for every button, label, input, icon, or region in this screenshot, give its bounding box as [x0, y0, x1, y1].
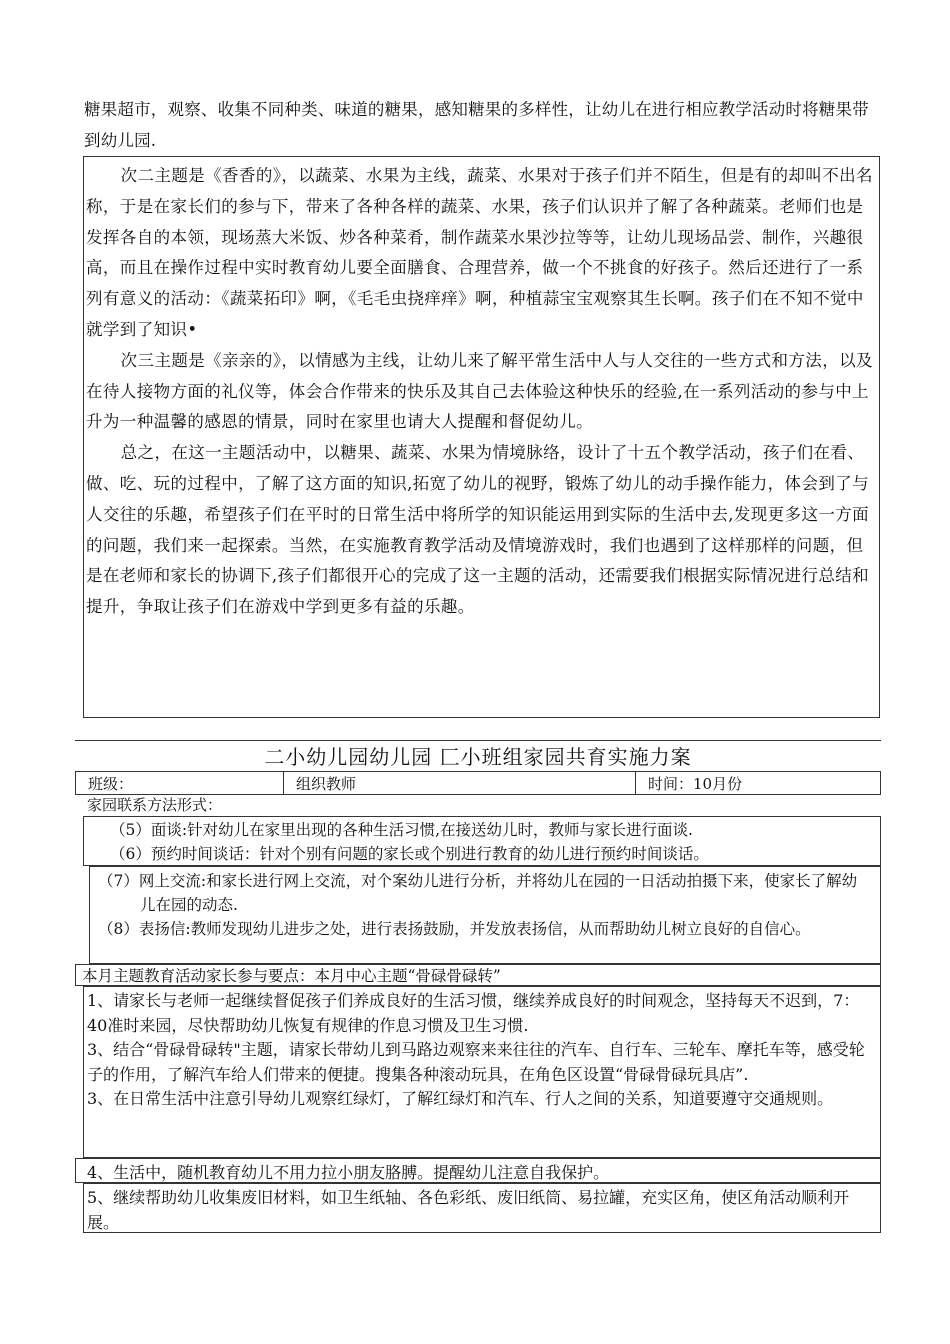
intro-text: 糖果超市，观察、收集不同种类、味道的糖果，感知糖果的多样性，让幼儿在进行相应教学活动时将糖果带到幼儿园. — [84, 100, 869, 150]
theme-heading: 本月主题教育活动家长参与要点：本月中心主题“骨碌骨碌转” — [75, 964, 881, 986]
essay-paragraph-theme-three: 次三主题是《亲亲的》，以情感为主线，让幼儿来了解平常生活中人与人交往的一些方式和方法，以及在待人接物方面的礼仪等，体会合作带来的快乐及其自己去体验这种快乐的经验,在一系列活动的参与中上升为一种温馨的感恩的情景，同时在家里也请大人提醒和督促幼儿。 — [86, 350, 873, 432]
requirements-box — [83, 986, 881, 1158]
contact-item-interview: （5）面谈:针对幼儿在家里出现的各种生活习惯,在接送幼儿时，教师与家长进行面谈. — [110, 821, 693, 839]
essay-paragraph-conclusion: 总之，在这一主题活动中，以糖果、蔬菜、水果为情境脉络，设计了十五个教学活动，孩子们在看、做、吃、玩的过程中，了解了这方面的知识,拓宽了幼儿的视野，锻炼了幼儿的动手操作能力，体会到了与人交往的乐趣，希望孩子们在平时的日常生活中将所学的知识能运用到实际的生活中去,发现更多这一方面的问题，我们来一起探索。当然，在实施教育教学活动及情境游戏时，我们也遇到了这样那样的问题，但是在老师和家长的协调下,孩子们都很开心的完成了这一主题的活动，还需要我们根据实际情况进行总结和提升，争取让孩子们在游戏中学到更多有益的乐趣。 — [86, 443, 870, 617]
contact-methods-label: 家园联系方法形式： — [87, 796, 223, 814]
requirement-5: 5、继续帮助幼儿收集废旧材料，如卫生纸轴、各色彩纸、废旧纸筒、易拉罐，充实区角，使区角活动顺利开展。 — [87, 1188, 850, 1232]
requirement-4-box — [75, 1158, 881, 1183]
plan-title: 二小幼儿园幼儿园 匚小班组家园共育实施力案 — [75, 740, 881, 771]
summary-essay-box — [83, 156, 880, 718]
contact-methods-box-a — [83, 816, 881, 866]
teacher-cell: 组织教师 — [284, 772, 636, 794]
intro-paragraph — [84, 94, 884, 156]
class-cell: 班级： — [76, 772, 284, 794]
requirement-4: 4、生活中，随机教育幼儿不用力拉小朋友胳膊。提醒幼儿注意自我保护。 — [87, 1163, 610, 1182]
requirement-3b: 3、在日常生活中注意引导幼儿观察红绿灯，了解红绿灯和汽车、行人之间的关系，知道要遵守交通规则。 — [87, 1089, 834, 1108]
plan-info-row — [75, 771, 881, 795]
essay-paragraph-theme-two: 次二主题是《香香的》，以蔬菜、水果为主线，蔬菜、水果对于孩子们并不陌生，但是有的却叫不出名称，于是在家长们的参与下，带来了各种各样的蔬菜、水果，孩子们认识并了解了各种蔬菜。老师们也是发挥各自的本领，现场蒸大米饭、炒各种菜肴，制作蔬菜水果沙拉等等，让幼儿现场品尝、制作，兴趣很高，而且在操作过程中实时教育幼儿要全面膳食、合理营养，做一个不挑食的好孩子。然后还进行了一系列有意义的活动：《蔬菜拓印》啊，《毛毛虫挠痒痒》啊，种植蒜宝宝观察其生长啊。孩子们在不知不觉中就学到了知识• — [86, 166, 873, 339]
time-cell: 时间：10月份 — [648, 775, 743, 793]
contact-methods-box-b — [89, 866, 881, 964]
contact-item-appointment: （6）预约时间谈话：针对个别有问题的家长或个别进行教育的幼儿进行预约时间谈话。 — [110, 845, 709, 863]
requirement-3a: 3、结合“骨碌骨碌转"主题，请家长带幼儿到马路边观察来来往往的汽车、自行车、三轮车、摩托车等，感受轮子的作用，了解汽车给人们带来的便捷。搜集各种滚动玩具，在角色区设置“骨碌骨碌玩具店”. — [87, 1040, 865, 1084]
home-school-plan-table — [75, 740, 881, 1233]
contact-item-online: （7）网上交流:和家长进行网上交流，对个案幼儿进行分析，并将幼儿在园的一日活动拍摄下来，使家长了解幼儿在园的动态. — [98, 872, 858, 914]
contact-item-praise-letter: （8）表扬信:教师发现幼儿进步之处，进行表扬鼓励，并发放表扬信，从而帮助幼儿树立良好的自信心。 — [98, 920, 811, 938]
requirement-1: 1、请家长与老师一起继续督促孩子们养成良好的生活习惯，继续养成良好的时间观念，坚持每天不迟到，7：40准时来园，尽快帮助幼儿恢复有规律的作息习惯及卫生习惯. — [87, 991, 860, 1035]
requirement-5-box — [83, 1183, 881, 1233]
